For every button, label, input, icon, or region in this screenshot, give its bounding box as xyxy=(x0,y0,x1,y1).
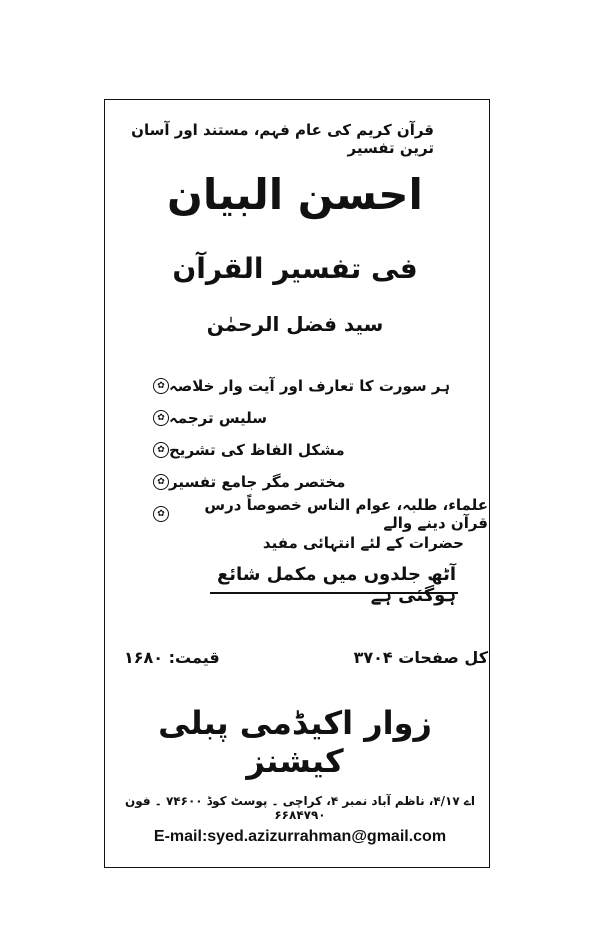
book-subtitle: فی تفسیر القرآن xyxy=(172,252,418,285)
book-title: احسن البیان xyxy=(167,170,423,219)
email-address: E-mail:syed.azizurrahman@gmail.com xyxy=(153,828,447,845)
total-pages: کل صفحات ۳۷۰۴ xyxy=(353,648,488,667)
author-name: سید فضل الرحمٰن xyxy=(206,312,384,336)
tagline: قرآن کریم کی عام فہم، مستند اور آسان ترین تفسیر xyxy=(131,121,434,157)
list-item: ✿ علماء، طلبہ، عوام الناس خصوصاً درس قرآن دینے والے xyxy=(148,498,488,530)
list-item: ✿ مختصر مگر جامع تفسیر xyxy=(148,466,488,498)
list-item: ✿ سلیس ترجمہ xyxy=(148,402,488,434)
flower-bullet-icon: ✿ xyxy=(153,474,169,490)
publisher-address: اے ۴/۱۷، ناظم آباد نمبر ۴، کراچی ۔ پوسٹ کوڈ ۷۴۶۰۰ ۔ فون ۶۶۸۴۷۹۰ xyxy=(124,794,476,822)
feature-continuation: حضرات کے لئے انتہائی مفید xyxy=(262,534,464,552)
price: قیمت: ۱۶۸۰ xyxy=(124,648,220,667)
flower-bullet-icon: ✿ xyxy=(153,410,169,426)
flower-bullet-icon: ✿ xyxy=(153,442,169,458)
list-item: ✿ ہر سورت کا تعارف اور آیت وار خلاصہ xyxy=(148,370,488,402)
published-note-underline xyxy=(210,592,458,594)
features-list xyxy=(148,370,488,530)
flower-bullet-icon: ✿ xyxy=(153,506,169,522)
published-note: آٹھ جلدوں میں مکمل شائع ہوگئی ہے xyxy=(216,564,456,606)
flower-bullet-icon: ✿ xyxy=(153,378,169,394)
list-item: ✿ مشکل الفاظ کی تشریح xyxy=(148,434,488,466)
publisher-logo: زوار اکیڈمی پبلی کیشنز xyxy=(158,704,432,780)
